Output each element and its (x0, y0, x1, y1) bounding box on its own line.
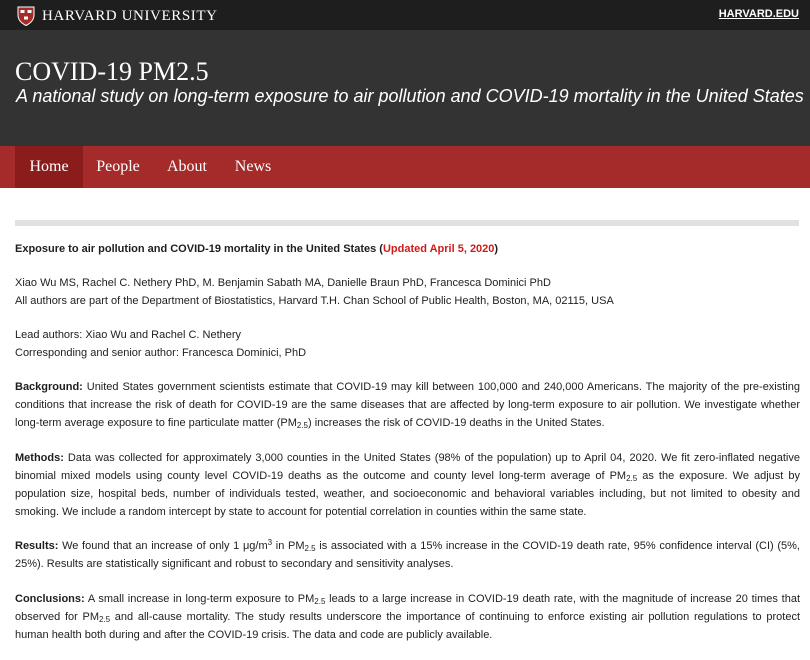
site-title[interactable]: COVID-19 PM2.5 (15, 57, 209, 86)
conclusions-text-1: A small increase in long-term exposure to PM (84, 593, 315, 605)
nav-about[interactable]: About (167, 158, 207, 175)
results-text-1: We found that an increase of only 1 μg/m (58, 540, 268, 552)
background-label: Background: (15, 381, 83, 393)
conclusions-subscript-2: 2.5 (98, 615, 111, 624)
lead-authors-line: Lead authors: Xiao Wu and Rachel C. Nethery (15, 329, 242, 341)
article-heading (15, 240, 800, 258)
background-text-1: United States government scientists estimate that COVID-19 may kill between 100,000 and 240,000 Americans. The majority of the pre-existing conditions that increase the risk of death for COVID-19 are the same diseases that are affected by long-term exposure to air pollution. We investigate whether long-term average exposure to fine particulate matter (PM (15, 381, 800, 429)
harvard-shield-icon (16, 6, 36, 26)
affiliation-line: All authors are part of the Department of Biostatistics, Harvard T.H. Chan School of Public Health, Boston, MA, 02115, USA (15, 295, 614, 307)
harvard-edu-link[interactable]: HARVARD.EDU (718, 8, 799, 20)
updated-date: Updated April 5, 2020 (382, 243, 495, 255)
methods-paragraph (15, 449, 800, 521)
heading-close-paren: ) (494, 243, 499, 255)
heading-open-paren: ( (376, 243, 383, 255)
results-paragraph (15, 537, 800, 573)
main-nav (0, 146, 810, 188)
results-label: Results: (15, 540, 59, 552)
background-text-2: ) increases the risk of COVID-19 deaths in the United States. (307, 417, 605, 429)
conclusions-paragraph (15, 590, 800, 644)
nav-news[interactable]: News (234, 158, 272, 175)
nav-home[interactable]: Home (15, 146, 83, 188)
site-subtitle: A national study on long-term exposure to air pollution and COVID-19 mortality in the United States (16, 86, 804, 106)
results-text-3: is associated with a 15% increase in the COVID-19 death rate, 95% confidence interval (CI) (5%, 25%). Results are statistically significant and robust to secondary and sensitivity analyses. (15, 540, 800, 570)
corresponding-author-line: Corresponding and senior author: Francesca Dominici, PhD (15, 347, 307, 359)
methods-text-2: as the exposure. We adjust by population size, hospital beds, number of individuals tested, weather, and socioeconomic and behavioral variables including, but not limited to obesity and smoking. We include a random intercept by state to account for potential correlation in counties within the same state. (15, 470, 801, 518)
results-text-2: in PM (272, 540, 305, 552)
results-subscript: 2.5 (304, 544, 316, 553)
authors-line: Xiao Wu MS, Rachel C. Nethery PhD, M. Benjamin Sabath MA, Danielle Braun PhD, Francesca Dominici PhD (15, 277, 551, 289)
university-name: HARVARD UNIVERSITY (42, 7, 218, 24)
harvard-brand[interactable] (16, 6, 218, 26)
nav-people[interactable]: People (96, 158, 140, 175)
methods-label: Methods: (15, 452, 64, 464)
conclusions-subscript-1: 2.5 (314, 597, 326, 606)
results-superscript: 3 (267, 538, 273, 547)
top-bar (0, 0, 810, 30)
conclusions-text-2: leads to a large increase in COVID-19 death rate, with the magnitude of increase 20 times that observed for PM (15, 593, 800, 623)
background-paragraph (15, 378, 800, 432)
section-divider (15, 220, 799, 226)
conclusions-label: Conclusions: (15, 593, 85, 605)
site-header (0, 30, 810, 146)
conclusions-text-3: and all-cause mortality. The study results underscore the importance of continuing to enforce existing air pollution regulations to protect human health both during and after the COVID-19 crisis. The data and code are publicly available. (15, 611, 800, 641)
background-subscript: 2.5 (296, 421, 308, 430)
methods-subscript: 2.5 (626, 474, 638, 483)
methods-text-1: Data was collected for approximately 3,000 counties in the United States (98% of the population) up to April 04, 2020. We fit zero-inflated negative binomial mixed models using county level COVID-19 deaths as the outcome and county level long-term average of PM (15, 452, 800, 482)
article-heading-text: Exposure to air pollution and COVID-19 mortality in the United States (15, 243, 377, 255)
